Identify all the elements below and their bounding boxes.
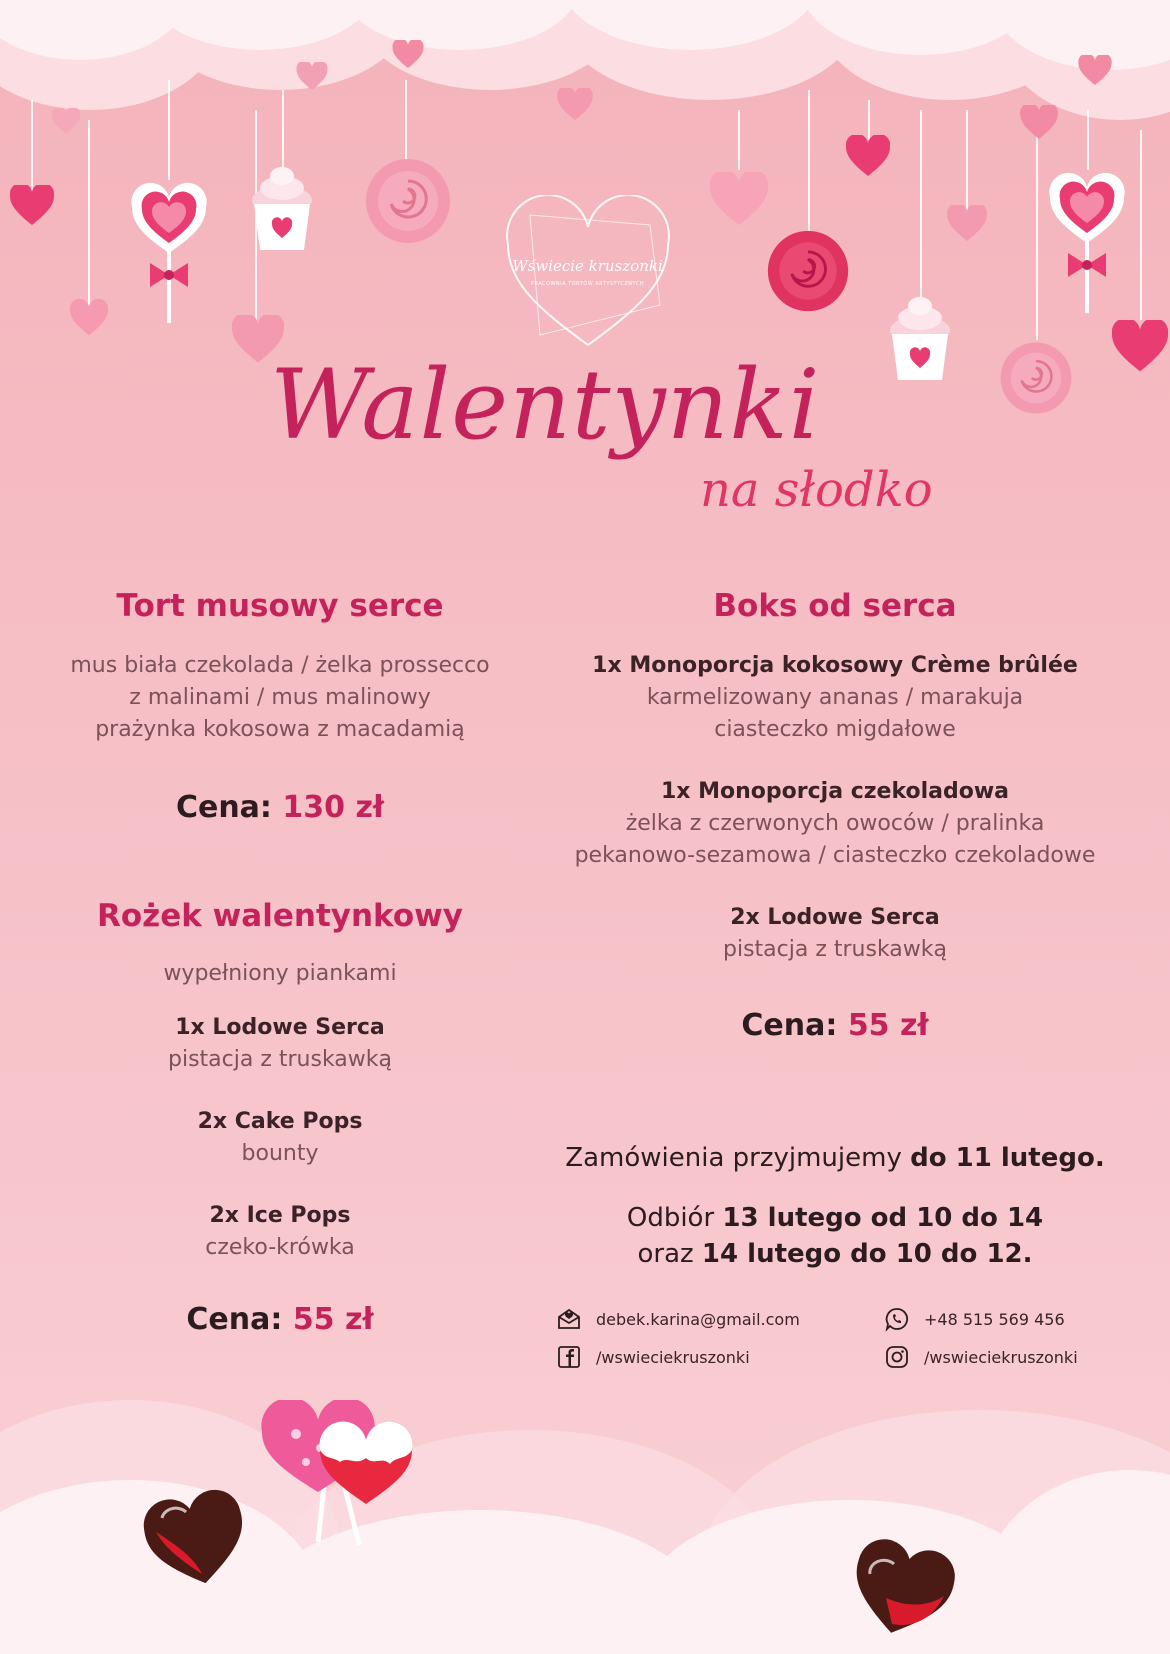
- price-label: Cena:: [186, 1302, 283, 1337]
- heart-icon: [710, 172, 768, 226]
- logo: [500, 195, 675, 350]
- heart-icon: [1112, 320, 1168, 372]
- rozek-item-desc: czeko-krówka: [205, 1235, 355, 1260]
- phone-text: +48 515 569 456: [924, 1309, 1065, 1329]
- orders-date: do 11 lutego.: [910, 1143, 1105, 1173]
- cupcake-icon: [888, 290, 952, 386]
- heart-icon: [70, 298, 108, 338]
- facebook-text: /wswieciekruszonki: [596, 1347, 750, 1367]
- sub-title: na słodko: [700, 462, 933, 518]
- pickup-line-2: [540, 1236, 1130, 1272]
- whatsapp-icon: [884, 1306, 910, 1332]
- lollipop-heart-left: [128, 175, 210, 325]
- pickup-date: 14 lutego do 10 do 12.: [701, 1239, 1033, 1269]
- rose-icon: [363, 156, 453, 246]
- tort-desc-line: prażynka kokosowa z macadamią: [95, 717, 465, 742]
- price-label: Cena:: [741, 1008, 838, 1043]
- boks-item-desc: żelka z czerwonych owoców / pralinka: [625, 811, 1045, 836]
- contact-phone[interactable]: [884, 1306, 1065, 1332]
- pickup-text: oraz: [637, 1239, 702, 1269]
- boks-item-desc: pistacja z truskawką: [723, 937, 947, 962]
- left-column-2: [40, 898, 520, 1337]
- orders-text: Zamówienia przyjmujemy: [565, 1143, 911, 1173]
- tort-desc-line: z malinami / mus malinowy: [129, 685, 431, 710]
- heart-icon: [846, 135, 890, 177]
- rose-icon: [998, 340, 1074, 416]
- instagram-text: /wswieciekruszonki: [924, 1347, 1078, 1367]
- rozek-item-name: 1x Lodowe Serca: [175, 1015, 385, 1040]
- boks-item-desc: pekanowo-sezamowa / ciasteczko czekoladowe: [574, 843, 1096, 868]
- rozek-intro: wypełniony piankami: [163, 961, 397, 986]
- price-value: 55 zł: [292, 1302, 374, 1337]
- boks-item-name: 2x Lodowe Serca: [730, 905, 940, 930]
- email-text: debek.karina@gmail.com: [596, 1309, 800, 1329]
- heart-icon: [10, 185, 54, 225]
- heart-icon: [557, 88, 593, 120]
- chocolate-heart-icon: [142, 1488, 252, 1588]
- price-value: 130 zł: [282, 790, 385, 825]
- boks-item-desc: ciasteczko migdałowe: [714, 717, 956, 742]
- contact-facebook[interactable]: [556, 1344, 750, 1370]
- boks-price: [560, 1008, 1110, 1043]
- price-label: Cena:: [175, 790, 272, 825]
- tort-desc-line: mus biała czekolada / żelka prossecco: [70, 653, 490, 678]
- contact-instagram[interactable]: [884, 1344, 1078, 1370]
- logo-subtext: PRACOWNIA TORTÓW ARTYSTYCZNYCH: [530, 281, 645, 287]
- right-column: [560, 588, 1110, 1043]
- boks-item-name: 1x Monoporcja czekoladowa: [660, 779, 1010, 804]
- cupcake-icon: [250, 160, 314, 256]
- rozek-item-name: 2x Ice Pops: [209, 1203, 351, 1228]
- rozek-item-desc: bounty: [241, 1141, 319, 1166]
- rozek-item-desc: pistacja z truskawką: [168, 1047, 392, 1072]
- heart-icon: [392, 40, 424, 68]
- pickup-date: 13 lutego od 10 do 14: [722, 1203, 1044, 1233]
- facebook-icon: [556, 1344, 582, 1370]
- heart-icon: [1078, 55, 1112, 85]
- tort-price: [40, 790, 520, 825]
- envelope-icon: [556, 1306, 582, 1332]
- heart-icon: [296, 62, 328, 90]
- heart-lollipops-illustration: [256, 1400, 426, 1550]
- pickup-line-1: [540, 1200, 1130, 1236]
- section-title-boks: Boks od serca: [713, 588, 957, 624]
- instagram-icon: [884, 1344, 910, 1370]
- boks-item-name: 1x Monoporcja kokosowy Crème brûlée: [592, 653, 1078, 678]
- section-title-rozek: Rożek walentynkowy: [97, 898, 463, 934]
- boks-item-desc: karmelizowany ananas / marakuja: [646, 685, 1024, 710]
- rose-icon: [765, 228, 851, 314]
- logo-text: Wświecie kruszonki: [512, 257, 663, 275]
- orders-deadline: [540, 1140, 1130, 1176]
- heart-icon: [1020, 105, 1058, 139]
- section-title-tort: Tort musowy serce: [116, 588, 444, 624]
- contact-email[interactable]: [556, 1306, 800, 1332]
- left-column: [40, 588, 520, 825]
- heart-icon: [947, 205, 987, 241]
- chocolate-heart-icon: [846, 1538, 956, 1638]
- main-title: Walentynki: [270, 349, 821, 461]
- orders-info: [540, 1140, 1130, 1272]
- rozek-item-name: 2x Cake Pops: [197, 1109, 363, 1134]
- lollipop-heart-right: [1046, 165, 1128, 315]
- pickup-text: Odbiór: [626, 1203, 723, 1233]
- rozek-price: [40, 1302, 520, 1337]
- price-value: 55 zł: [847, 1008, 929, 1043]
- heart-icon: [52, 108, 80, 134]
